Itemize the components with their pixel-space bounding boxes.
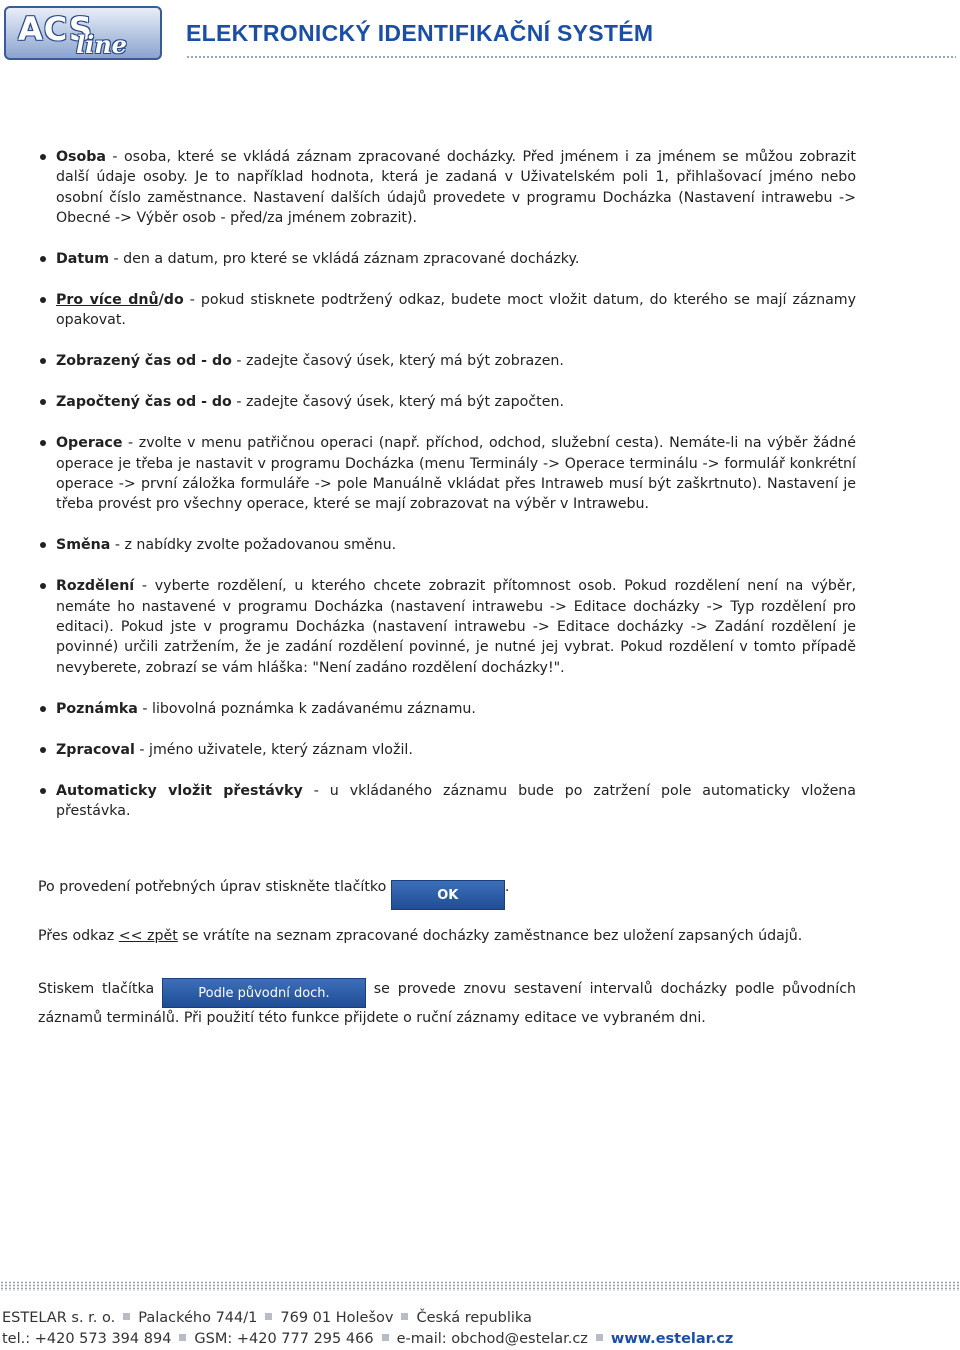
field-description-list [38, 147, 856, 842]
list-item-zobrazeny-cas [38, 351, 856, 371]
footer-company: ESTELAR s. r. o. [2, 1310, 116, 1326]
bullet-icon [40, 706, 46, 712]
ok-paragraph [38, 877, 856, 910]
term: Operace [56, 435, 123, 452]
description: - libovolná poznámka k zadávanému záznamu. [137, 700, 476, 717]
list-item-zpracoval [38, 740, 856, 760]
description: - zadejte časový úsek, který má být zobrazen. [231, 353, 564, 370]
ok-text-before: Po provedení potřebných úprav stiskněte tlačítko [38, 879, 391, 895]
bullet-icon [40, 747, 46, 753]
square-separator-icon [179, 1334, 186, 1341]
description: - den a datum, pro které se vkládá záznam zpracované docházky. [109, 251, 580, 268]
term: Započtený čas od - do [56, 394, 232, 411]
page-header [0, 0, 960, 70]
footer-address-line [2, 1308, 952, 1329]
bullet-icon [40, 358, 46, 364]
bullet-icon [40, 154, 46, 160]
podle-puvodni-doch-button[interactable]: Podle původní doch. [162, 978, 366, 1008]
description: - zvolte v menu patřičnou operaci (např. příchod, odchod, služební cesta). Nemáte-li na výběr žádné operace je třeba je nastavit v programu Docházka (menu Terminály -> Operace terminálu -> formulář konkrétní operace -> první záložka formuláře -> pole Manuálně vkládat přes Intraweb musí být zaškrtnuto). Nastavení je třeba provést pro všechny operace, které se mají zobrazovat na výběr v Intrawebu. [56, 435, 856, 513]
square-separator-icon [596, 1334, 603, 1341]
square-separator-icon [401, 1313, 408, 1320]
footer-street: Palackého 744/1 [138, 1310, 258, 1326]
description: - jméno uživatele, který záznam vložil. [134, 741, 413, 758]
term: Rozdělení [56, 578, 135, 595]
description: - vyberte rozdělení, u kterého chcete zobrazit přítomnost osob. Pokud rozdělení není na výběr, nemáte ho nastavené v programu Docházka (nastavení intrawebu -> Editace docházky -> Typ rozdělení pro editaci). Pokud jste v programu Docházka (nastavení intrawebu -> Editace docházky -> Zadání rozdělení je povinné) určili zatržením, že je zadání rozdělení povinné, je nutné jej vybrat. Pokud rozdělení v tomto případě nevyberete, zobrazí se vám hláška: "Není zadáno rozdělení docházky!". [56, 578, 856, 676]
back-paragraph [38, 926, 856, 946]
original-attendance-paragraph [38, 978, 856, 1028]
orig-text-after: se provede znovu sestavení intervalů docházky podle původních záznamů terminálů. Při použití této funkce přijdete o ruční záznamy editace ve vybraném dni. [38, 981, 856, 1026]
header-title: ELEKTRONICKÝ IDENTIFIKAČNÍ SYSTÉM [186, 20, 654, 46]
bullet-icon [40, 297, 46, 303]
term: /do [158, 292, 184, 309]
list-item-zapocteny-cas [38, 392, 856, 412]
header-dotted-rule [186, 56, 956, 58]
acs-line-logo [4, 6, 162, 60]
list-item-automaticky-vlozit-prestavky [38, 781, 856, 822]
pro-vice-dnu-link[interactable]: Pro více dnů [56, 292, 159, 309]
bullet-icon [40, 583, 46, 589]
term: Osoba [56, 149, 106, 165]
bullet-icon [40, 399, 46, 405]
orig-text-before: Stiskem tlačítka [38, 981, 162, 997]
square-separator-icon [382, 1334, 389, 1341]
footer-gsm: GSM: +420 777 295 466 [194, 1331, 374, 1347]
bullet-icon [40, 788, 46, 794]
footer-website-link[interactable]: www.estelar.cz [610, 1331, 734, 1347]
ok-text-after: . [504, 879, 510, 895]
footer-email[interactable]: e-mail: obchod@estelar.cz [396, 1331, 588, 1347]
list-item-osoba [38, 147, 856, 229]
term: Datum [56, 251, 110, 268]
back-text-before: Přes odkaz [38, 928, 119, 944]
term: Směna [56, 537, 111, 554]
back-link[interactable]: << zpět [118, 928, 178, 944]
description: - z nabídky zvolte požadovanou směnu. [110, 537, 397, 554]
description: - pokud stisknete podtržený odkaz, budete moct vložit datum, do kterého se mají záznamy opakovat. [56, 292, 856, 329]
description: - u vkládaného záznamu bude po zatržení pole automaticky vložena přestávka. [56, 782, 856, 819]
list-item-datum [38, 249, 856, 269]
footer-country: Česká republika [416, 1310, 532, 1326]
square-separator-icon [265, 1313, 272, 1320]
footer-contact-line [2, 1329, 952, 1350]
list-item-pro-vice-dnu [38, 290, 856, 331]
list-item-operace [38, 433, 856, 515]
footer-city: 769 01 Holešov [280, 1310, 394, 1326]
footer-dotted-rule [0, 1281, 960, 1291]
term: Zpracoval [56, 741, 135, 758]
term: Automaticky vložit přestávky [56, 782, 303, 799]
list-item-smena [38, 535, 856, 555]
bullet-icon [40, 542, 46, 548]
description: - zadejte časový úsek, který má být započten. [231, 394, 564, 411]
list-item-poznamka [38, 699, 856, 719]
term: Poznámka [56, 700, 138, 717]
list-item-rozdeleni [38, 576, 856, 678]
bullet-icon [40, 256, 46, 262]
square-separator-icon [123, 1313, 130, 1320]
back-text-after: se vrátíte na seznam zpracované docházky zaměstnance bez uložení zapsaných údajů. [177, 928, 803, 944]
logo-subtext: line [76, 30, 127, 59]
ok-button[interactable]: OK [391, 880, 505, 910]
logo-text: ACS [18, 10, 93, 48]
page-footer [2, 1308, 952, 1350]
footer-tel: tel.: +420 573 394 894 [2, 1331, 172, 1347]
description: - osoba, které se vkládá záznam zpracované docházky. Před jménem i za jménem se můžou zobrazit další údaje osoby. Je to například hodnota, která je zadaná v Uživatelském poli 1, přihlašovací jméno nebo osobní číslo zaměstnance. Nastavení dalších údajů provedete v programu Docházka (Nastavení intrawebu -> Obecné -> Výběr osob - před/za jménem zobrazit). [56, 149, 856, 227]
bullet-icon [40, 440, 46, 446]
term: Zobrazený čas od - do [56, 353, 232, 370]
